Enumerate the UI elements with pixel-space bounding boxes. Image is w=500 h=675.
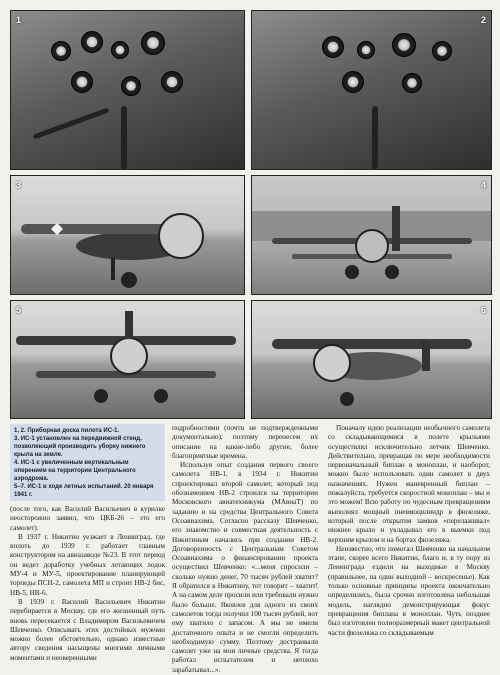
aircraft-silhouette [11, 301, 244, 418]
caption-4: 4. ИС-1 с увеличенным вертикальным оперением на территории Центрального аэродрома. [14, 460, 136, 482]
photo-number: 4 [480, 180, 486, 190]
paragraph: подробностями (почти не подтвержденными документально), поэтому перенесем их описание на какие-либо другие, более благоприятные времена. [172, 424, 318, 460]
instrument-dial [432, 41, 452, 61]
paragraph: (после того, как Василий Васильевич в курилке неосторожно заявил, что ЦКБ-26 – это его самолет). [10, 505, 165, 532]
instrument-dial [342, 71, 364, 93]
instrument-dial [121, 76, 141, 96]
paragraph: В 1937 г. Никитин уезжает в Ленинград, где вплоть до 1939 г. работает главным конструктором на авиазаводе №23. В этот период он ведет доработку учебных летающих лодок МУ-4 и МУ-5, проектирование планирующей торпеды ПСН-2, самолета МП и строит НВ-2 бис, НВ-5, НВ-6. [10, 532, 165, 597]
text-column-left [10, 505, 165, 662]
photo-5 [10, 300, 245, 419]
aircraft-silhouette [252, 301, 491, 418]
text-column-center [172, 424, 318, 674]
photo-1 [10, 10, 245, 170]
instrument-dial [357, 41, 375, 59]
paragraph: В 1939 г. Василий Васильевич Никитин перебирается в Москву, где его жизненный путь вновь пересекается с Владимиром Васильевичем Шевченко. Описывать этих достойных мужчин можно более обстоятельно, однако известные автору сведения насыщены многими личными моментами и неоверенными [10, 597, 165, 662]
paragraph: Неизвестно, что помогал Шевченко на начальном этапе, скорее всего Никитин, благо и, в ту пору из Ленинграда ездили на выходные в Москву (правильнее, на один выходной – воскресенье). Как только основные принципы проекта окончательно определились, была срочно изготовлена небольшая модель, наглядно демонстрирующая фокус превращения биплана в моноплан. Чуть позднее был изготовлен полноразмерный макет центральной части фюзеляжа со складываемым [328, 544, 490, 637]
caption-1-2: 1, 2. Приборная доска пилота ИС-1. [14, 428, 120, 434]
instrument-dial [51, 41, 71, 61]
photo-number: 6 [480, 305, 486, 315]
control-stick [372, 106, 378, 169]
instrument-dial [111, 41, 129, 59]
photo-number: 1 [16, 15, 22, 25]
paragraph: Поначалу идею реализации необычного самолета со складывающимися в полете крыльями осуществлял исключительно летчик Шевченко. Действительно, превращая по мере необходимости первоначальный биплан в моноплан, и наоборот, можно было использовать один самолет в двух назначениях. Нужен маневренный биплан – пожалуйста, требуется скоростной моноплан – мы и это можем! Всю работу по чудесным превращениям выполнял мощный пневмоцилиндр в фюзеляже, который после открытия замков «перелаживал» нижнее крыло и укладывал его в выемки под верхним крылом и на бортах фюзеляжа. [328, 424, 490, 544]
aircraft-silhouette [252, 176, 491, 294]
caption-3: 3. ИС-1 установлен на передвижной стенд, позволяющий производить уборку нижнего крыла на земле. [14, 436, 146, 458]
photo-6 [251, 300, 492, 419]
photo-3 [10, 175, 245, 295]
photo-number: 3 [16, 180, 22, 190]
instrument-dial [402, 73, 422, 93]
photo-captions [10, 424, 165, 501]
photo-4 [251, 175, 492, 295]
instrument-dial [71, 71, 93, 93]
control-stick [121, 106, 127, 169]
paragraph: Используя опыт создания первого своего самолета НВ-1, в 1934 г. Никитин спроектировал второй самолет, который под обозначением НВ-2 строился на территории Московского авиатехникума (МАвиаТ) по заданию и на средства Центрального Совета Осоавиахима. Согласно рассказу Шевченко, его знакомство и совместная деятельность с Никитиным начались при создании НВ-2. Договоренность с Центральным Советом Осоавиахима о финансировании проекта осуществил Шевченко: «...меня спросили – сколько нужно денег, 70 тысяч рублей хватит? Я обратился к Никитину, тот говорит – хватит! А на самом деле просили или требовали нужно было больше. Яковлев для одного из своих самолетов тогда получил 100 тысяч рублей, вот ему хватило с запасом. А мы не имели достаточного опыта и не смогли определить необходимую сумму. Поэтому достраивали самолет уже на мои личные средства. Я тогда работал испытателем и неплохо зарабатывал...». [172, 461, 318, 674]
instrument-dial [141, 31, 165, 55]
instrument-dial [392, 33, 416, 57]
instrument-dial [161, 71, 183, 93]
photo-2 [251, 10, 492, 170]
aircraft-silhouette [11, 176, 244, 294]
instrument-dial [81, 31, 103, 53]
photo-number: 2 [480, 15, 486, 25]
text-column-right [328, 424, 490, 654]
instrument-dial [322, 36, 344, 58]
frame-tube [33, 107, 110, 139]
photo-number: 5 [16, 305, 22, 315]
caption-5-7: 5–7. ИС-1 в ходе летных испытаний. 20 января 1941 г. [14, 484, 154, 498]
